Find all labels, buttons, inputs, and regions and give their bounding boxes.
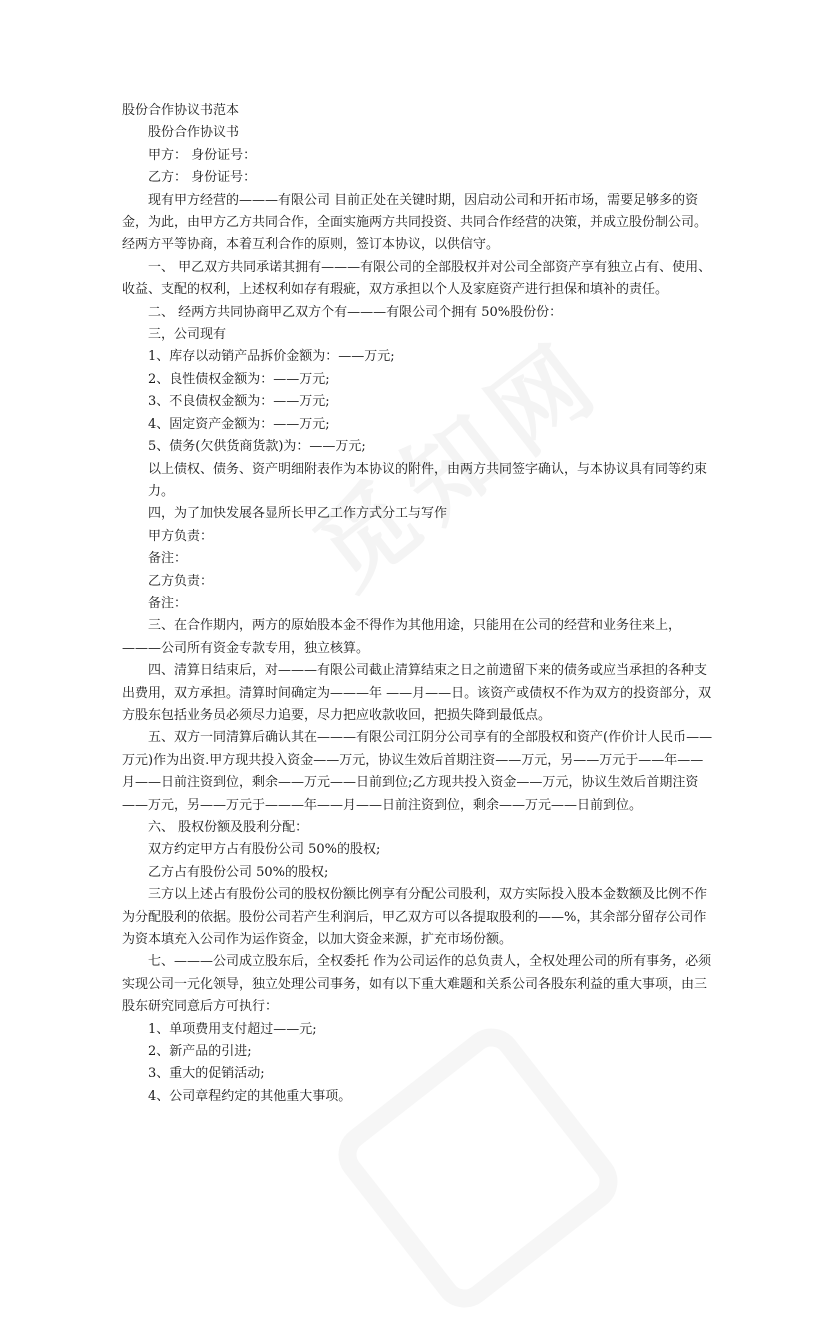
paragraph: 一、 甲乙双方共同承诺其拥有———有限公司的全部股权并对公司全部资产享有独立占有、使用、收益、支配的权利，上述权利如存有瑕疵，双方承担以个人及家庭资产进行担保和填补的责任。	[122, 259, 712, 298]
paragraph: 双方约定甲方占有股份公司 50%的股权;	[148, 842, 381, 858]
paragraph: 三，公司现有	[148, 327, 227, 343]
paragraph: 三方以上述占有股份公司的股权份额比例享有分配公司股利，双方实际投入股本金数额及比例不作为分配股利的依据。股份公司若产生利润后，甲乙双方可以各提取股利的——%，其余部分留存公司作为资本填充入公司作为运作资金，以加大资金来源，扩充市场份额。	[122, 887, 708, 948]
paragraph: 乙方负责：	[148, 573, 214, 589]
list-item: 2、良性债权金额为：——万元;	[148, 371, 330, 387]
paragraph: 备注：	[148, 595, 188, 611]
paragraph: 五、双方一同清算后确认其在———有限公司江阴分公司享有的全部股权和资产(作价计人民币——万元)作为出资.甲方现共投入资金——万元，协议生效后首期注资——万元，另——万元于——年——月——日前注资到位，剩余——万元——日前到位;乙方现共投入资金——万元，协议生效后首期注资——万元，另——万元于———年——月——日前注资到位，剩余——万元——日前到位。	[122, 730, 713, 813]
list-item: 1、单项费用支付超过——元;	[148, 1021, 317, 1037]
list-item: 3、重大的促销活动;	[148, 1066, 265, 1082]
paragraph: 现有甲方经营的———有限公司 目前正处在关键时期，因启动公司和开拓市场，需要足够多的资金，为此，由甲方乙方共同合作，全面实施两方共同投资、共同合作经营的决策，并成立股份制公司。经两方平等协商，本着互利合作的原则，签订本协议，以供信守。	[122, 192, 708, 253]
paragraph: 三、在合作期内，两方的原始股本金不得作为其他用途，只能用在公司的经营和业务往来上，———公司所有资金专款专用，独立核算。	[122, 618, 682, 656]
list-item: 4、固定资产金额为：——万元;	[148, 416, 330, 432]
list-item: 3、不良债权金额为：——万元;	[148, 394, 330, 410]
paragraph: 以上债权、债务、资产明细附表作为本协议的附件，由两方共同签字确认，与本协议具有同等约束力。	[148, 461, 708, 499]
paragraph: 二、 经两方共同协商甲乙双方个有———有限公司个拥有 50%股份份：	[148, 304, 563, 320]
list-item: 5、债务(欠供货商货款)为：——万元;	[148, 439, 366, 455]
list-item: 4、公司章程约定的其他重大事项。	[148, 1088, 352, 1104]
party-b-line: 乙方： 身份证号：	[148, 170, 257, 186]
paragraph: 乙方占有股份公司 50%的股权;	[148, 864, 329, 880]
doc-title: 股份合作协议书范本	[122, 103, 240, 118]
party-a-line: 甲方： 身份证号：	[148, 147, 257, 163]
document-body	[122, 100, 714, 1108]
paragraph: 甲方负责：	[148, 528, 214, 544]
paragraph: 六、 股权份额及股利分配：	[148, 820, 309, 835]
doc-subtitle: 股份合作协议书	[148, 125, 240, 141]
paragraph: 四、清算日结束后，对———有限公司截止清算结束之日之前遗留下来的债务或应当承担的各种支出费用，双方承担。清算时间确定为———年 ——月——日。该资产或债权不作为双方的投资部分，双方股东包括业务员必须尽力追要，尽力把应收款收回，把损失降到最低点。	[122, 663, 712, 723]
list-item: 1、库存以动销产品拆价金额为：——万元;	[148, 349, 395, 365]
paragraph: 七、———公司成立股东后，全权委托 作为公司运作的总负责人，全权处理公司的所有事务，必须实现公司一元化领导，独立处理公司事务，如有以下重大难题和关系公司各股东利益的重大事项，由三股东研究同意后方可执行：	[122, 954, 712, 1015]
paragraph: 备注：	[148, 551, 188, 567]
list-item: 2、新产品的引进;	[148, 1044, 252, 1060]
paragraph: 四，为了加快发展各显所长甲乙工作方式分工与写作	[148, 506, 448, 522]
